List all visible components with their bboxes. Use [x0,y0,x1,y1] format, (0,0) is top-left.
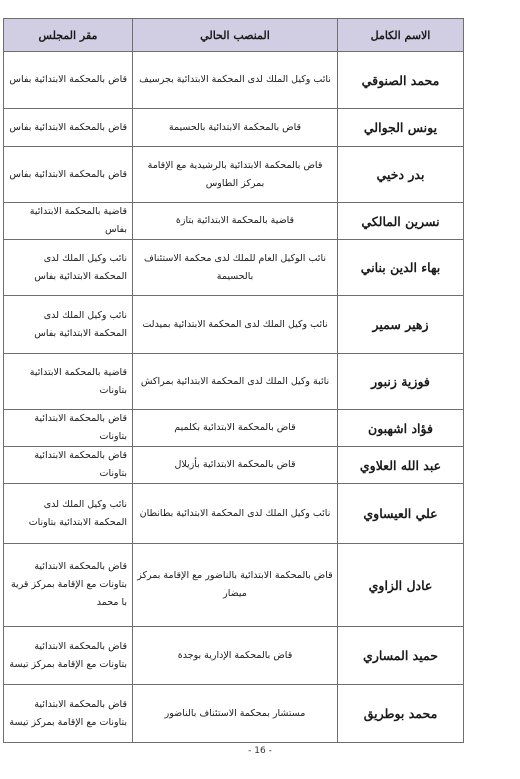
cell-seat: قاضية بالمحكمة الابتدائية بتاونات [4,354,133,410]
cell-position: نائبة وكيل الملك لدى المحكمة الابتدائية بمراكش [133,354,338,410]
cell-position: قاض بالمحكمة الابتدائية بالناضور مع الإقامة بمركز ميضار [133,544,338,627]
header-seat: مقر المجلس [4,19,133,52]
cell-seat: قاض بالمحكمة الابتدائية بتاونات [4,410,133,447]
cell-seat: نائب وكيل الملك لدى المحكمة الابتدائية بفاس [4,296,133,354]
table-header-row [4,19,464,52]
cell-name: بدر دخيي [338,147,464,203]
cell-seat: قاض بالمحكمة الابتدائية بتاونات [4,447,133,484]
table-row [4,484,464,544]
cell-name: يونس الجوالي [338,109,464,147]
table-row [4,52,464,109]
cell-seat: قاضية بالمحكمة الابتدائية بفاس [4,203,133,240]
table-row [4,147,464,203]
table-row [4,544,464,627]
header-name: الاسم الكامل [338,19,464,52]
cell-name: محمد بوطريق [338,685,464,743]
cell-seat: قاض بالمحكمة الابتدائية بتاونات مع الإقامة بمركز تيسة [4,627,133,685]
table-row [4,685,464,743]
page-number: - 16 - [248,746,272,756]
cell-position: قاض بالمحكمة الابتدائية بأزيلال [133,447,338,484]
table-row [4,203,464,240]
cell-position: قاض بالمحكمة الإدارية بوجدة [133,627,338,685]
cell-name: حميد المساري [338,627,464,685]
cell-position: نائب وكيل الملك لدى المحكمة الابتدائية بميدلت [133,296,338,354]
table-row [4,109,464,147]
cell-position: قاض بالمحكمة الابتدائية بكلميم [133,410,338,447]
cell-name: عبد الله العلاوي [338,447,464,484]
cell-seat: قاض بالمحكمة الابتدائية بفاس [4,147,133,203]
table-row [4,296,464,354]
cell-position: مستشار بمحكمة الاستئناف بالناضور [133,685,338,743]
cell-name: نسرين المالكي [338,203,464,240]
cell-name: فؤاد اشهبون [338,410,464,447]
table-row [4,410,464,447]
table-row [4,627,464,685]
cell-name: محمد الصنوقي [338,52,464,109]
header-position: المنصب الحالي [133,19,338,52]
cell-name: علي العيساوي [338,484,464,544]
table-row [4,354,464,410]
cell-name: فوزية زنبور [338,354,464,410]
cell-seat: نائب وكيل الملك لدى المحكمة الابتدائية بتاونات [4,484,133,544]
cell-position: قاض بالمحكمة الابتدائية بالحسيمة [133,109,338,147]
cell-position: نائب وكيل الملك لدى المحكمة الابتدائية بطانطان [133,484,338,544]
table-row [4,447,464,484]
cell-seat: قاض بالمحكمة الابتدائية بتاونات مع الإقامة بمركز قرية با محمد [4,544,133,627]
cell-seat: قاض بالمحكمة الابتدائية بفاس [4,52,133,109]
cell-seat: قاض بالمحكمة الابتدائية بتاونات مع الإقامة بمركز تيسة [4,685,133,743]
cell-name: بهاء الدين بناني [338,240,464,296]
cell-position: نائب الوكيل العام للملك لدى محكمة الاستئناف بالحسيمة [133,240,338,296]
table-row [4,240,464,296]
cell-name: عادل الزاوي [338,544,464,627]
cell-name: زهير سمير [338,296,464,354]
appointments-table [3,18,464,743]
cell-seat: نائب وكيل الملك لدى المحكمة الابتدائية بفاس [4,240,133,296]
cell-position: قاضية بالمحكمة الابتدائية بتازة [133,203,338,240]
cell-position: نائب وكيل الملك لدى المحكمة الابتدائية بجرسيف [133,52,338,109]
cell-position: قاض بالمحكمة الابتدائية بالرشيدية مع الإقامة بمركز الطاوس [133,147,338,203]
cell-seat: قاض بالمحكمة الابتدائية بفاس [4,109,133,147]
